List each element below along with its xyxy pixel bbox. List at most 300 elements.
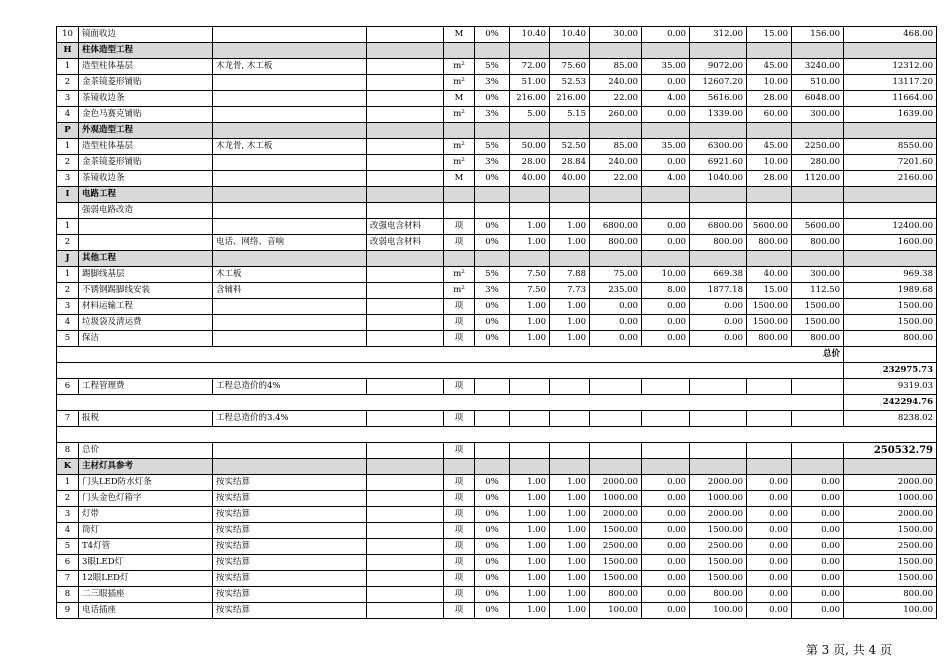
item-loss: 0% (475, 602, 510, 618)
table-cell (475, 442, 510, 458)
item-loss: 0% (475, 331, 510, 347)
item-total: 969.38 (844, 267, 937, 283)
item-total: 100.00 (844, 602, 937, 618)
item-loss: 0% (475, 171, 510, 187)
item-qty: 72.00 (510, 59, 550, 75)
item-unit: 项 (444, 538, 475, 554)
item-qty-with-loss: 1.00 (550, 331, 590, 347)
item-no: 6 (57, 379, 79, 395)
table-row (57, 506, 937, 522)
item-aux-price: 0.00 (642, 107, 690, 123)
item-qty: 7.50 (510, 283, 550, 299)
item-qty: 216.00 (510, 91, 550, 107)
item-unit: 项 (444, 506, 475, 522)
item-qty-with-loss: 40.00 (550, 171, 590, 187)
item-labor-total: 1500.00 (792, 315, 844, 331)
item-loss: 0% (475, 586, 510, 602)
item-material-total: 100.00 (690, 602, 747, 618)
item-note (367, 27, 444, 43)
item-loss: 5% (475, 59, 510, 75)
table-cell (550, 123, 590, 139)
item-spec (213, 27, 367, 43)
item-name: 造型柱体基层 (79, 139, 213, 155)
table-cell (367, 43, 444, 59)
item-material-total: 312.00 (690, 27, 747, 43)
item-qty-with-loss: 7.73 (550, 283, 590, 299)
table-cell (510, 379, 550, 395)
table-cell (550, 203, 590, 219)
item-loss: 0% (475, 27, 510, 43)
table-cell (792, 251, 844, 267)
section-code: H (57, 43, 79, 59)
item-total: 1639.00 (844, 107, 937, 123)
item-material-price: 22.00 (590, 171, 642, 187)
item-note (367, 59, 444, 75)
item-total: 1500.00 (844, 299, 937, 315)
item-labor-price: 5600.00 (747, 219, 792, 235)
table-cell (844, 203, 937, 219)
item-qty: 1.00 (510, 331, 550, 347)
item-no: 2 (57, 490, 79, 506)
section-header-row (57, 187, 937, 203)
item-qty-with-loss: 1.00 (550, 538, 590, 554)
item-labor-total: 280.00 (792, 155, 844, 171)
item-material-total: 5616.00 (690, 91, 747, 107)
item-aux-price: 10.00 (642, 267, 690, 283)
item-name: 垃圾袋及清运费 (79, 315, 213, 331)
item-labor-price: 0.00 (747, 554, 792, 570)
item-note (367, 283, 444, 299)
item-note (367, 379, 444, 395)
item-qty-with-loss: 52.50 (550, 139, 590, 155)
item-total: 2000.00 (844, 506, 937, 522)
item-qty-with-loss: 52.53 (550, 75, 590, 91)
item-loss: 3% (475, 155, 510, 171)
item-material-total: 1500.00 (690, 522, 747, 538)
item-note (367, 299, 444, 315)
item-loss: 0% (475, 570, 510, 586)
item-no: 6 (57, 554, 79, 570)
subtotal-row (57, 363, 937, 379)
item-no: 1 (57, 219, 79, 235)
item-material-price: 1500.00 (590, 554, 642, 570)
item-spec: 木龙骨, 木工板 (213, 59, 367, 75)
item-labor-total: 0.00 (792, 522, 844, 538)
item-qty: 40.00 (510, 171, 550, 187)
item-labor-total: 156.00 (792, 27, 844, 43)
item-material-total: 1500.00 (690, 570, 747, 586)
item-qty: 1.00 (510, 490, 550, 506)
item-qty: 1.00 (510, 299, 550, 315)
item-qty-with-loss: 1.00 (550, 554, 590, 570)
item-qty-with-loss: 1.00 (550, 235, 590, 251)
item-qty: 50.00 (510, 139, 550, 155)
table-cell (367, 251, 444, 267)
item-qty-with-loss: 216.00 (550, 91, 590, 107)
item-no: 5 (57, 538, 79, 554)
table-cell (792, 203, 844, 219)
item-spec (213, 155, 367, 171)
item-unit: 项 (444, 474, 475, 490)
item-total: 1989.68 (844, 283, 937, 299)
item-labor-total: 0.00 (792, 586, 844, 602)
item-material-total: 0.00 (690, 331, 747, 347)
item-total: 11664.00 (844, 91, 937, 107)
table-cell (475, 123, 510, 139)
item-note (367, 331, 444, 347)
section-header-row (57, 43, 937, 59)
item-note: 改弱电含材料 (367, 235, 444, 251)
item-note (367, 586, 444, 602)
table-cell (550, 187, 590, 203)
item-unit: M (444, 91, 475, 107)
item-no: 1 (57, 59, 79, 75)
table-cell (550, 43, 590, 59)
item-labor-total: 2250.00 (792, 139, 844, 155)
table-cell (747, 379, 792, 395)
item-aux-price: 0.00 (642, 299, 690, 315)
table-row (57, 171, 937, 187)
item-loss: 0% (475, 91, 510, 107)
table-cell (213, 187, 367, 203)
table-cell (444, 187, 475, 203)
table-cell (510, 411, 550, 427)
table-row (57, 107, 937, 123)
item-qty-with-loss: 1.00 (550, 506, 590, 522)
item-qty-with-loss: 1.00 (550, 586, 590, 602)
table-cell (550, 411, 590, 427)
item-qty-with-loss: 1.00 (550, 490, 590, 506)
item-labor-price: 0.00 (747, 538, 792, 554)
item-qty-with-loss: 1.00 (550, 219, 590, 235)
table-row (57, 474, 937, 490)
item-loss: 0% (475, 538, 510, 554)
item-aux-price: 0.00 (642, 490, 690, 506)
table-cell (690, 411, 747, 427)
table-cell (747, 203, 792, 219)
item-name: 造型柱体基层 (79, 59, 213, 75)
item-note (367, 155, 444, 171)
table-cell (510, 442, 550, 458)
item-labor-price: 45.00 (747, 59, 792, 75)
item-unit: 项 (444, 602, 475, 618)
item-aux-price: 0.00 (642, 522, 690, 538)
item-material-price: 2500.00 (590, 538, 642, 554)
item-unit: m² (444, 107, 475, 123)
item-name: 金茶镜菱形铺贴 (79, 155, 213, 171)
table-cell (844, 458, 937, 474)
table-row (57, 602, 937, 618)
item-qty-with-loss: 28.84 (550, 155, 590, 171)
item-labor-total: 0.00 (792, 554, 844, 570)
item-total: 800.00 (844, 331, 937, 347)
table-cell (690, 123, 747, 139)
table-cell (792, 458, 844, 474)
item-labor-price: 28.00 (747, 91, 792, 107)
item-aux-price: 0.00 (642, 506, 690, 522)
item-no: 3 (57, 171, 79, 187)
item-labor-total: 3240.00 (792, 59, 844, 75)
item-labor-price: 1500.00 (747, 299, 792, 315)
item-unit: m² (444, 75, 475, 91)
item-total: 250532.79 (844, 442, 937, 458)
item-material-total: 1500.00 (690, 554, 747, 570)
item-loss: 0% (475, 315, 510, 331)
item-unit: 项 (444, 315, 475, 331)
table-cell (642, 411, 690, 427)
section-title: 主材灯具参考 (79, 458, 213, 474)
item-name: 不锈钢踢脚线安装 (79, 283, 213, 299)
item-qty-with-loss: 10.40 (550, 27, 590, 43)
item-no: 3 (57, 91, 79, 107)
item-material-total: 9072.00 (690, 59, 747, 75)
table-cell (747, 43, 792, 59)
table-cell (642, 123, 690, 139)
item-material-total: 6300.00 (690, 139, 747, 155)
table-cell (747, 442, 792, 458)
table-cell (642, 379, 690, 395)
item-labor-price: 800.00 (747, 235, 792, 251)
item-labor-price: 0.00 (747, 570, 792, 586)
table-cell (213, 203, 367, 219)
table-row (57, 522, 937, 538)
table-cell (475, 379, 510, 395)
table-cell (690, 347, 747, 363)
total-label: 总价 (792, 347, 844, 363)
item-qty-with-loss: 1.00 (550, 522, 590, 538)
item-material-total: 1040.00 (690, 171, 747, 187)
table-cell (444, 458, 475, 474)
table-cell (747, 251, 792, 267)
item-spec (213, 107, 367, 123)
item-qty: 1.00 (510, 602, 550, 618)
item-labor-total: 1120.00 (792, 171, 844, 187)
item-total: 1500.00 (844, 570, 937, 586)
item-spec (213, 171, 367, 187)
item-no: 5 (57, 331, 79, 347)
item-name: 门头LED防水灯条 (79, 474, 213, 490)
item-qty-with-loss: 5.15 (550, 107, 590, 123)
table-cell (590, 347, 642, 363)
table-cell (792, 411, 844, 427)
item-unit: 项 (444, 442, 475, 458)
item-total: 7201.60 (844, 155, 937, 171)
item-qty: 51.00 (510, 75, 550, 91)
item-aux-price: 0.00 (642, 554, 690, 570)
item-no: 2 (57, 155, 79, 171)
table-cell (213, 123, 367, 139)
item-name: 二三眼插座 (79, 586, 213, 602)
subsection-row (57, 203, 937, 219)
item-spec (213, 299, 367, 315)
item-loss: 0% (475, 219, 510, 235)
item-loss: 0% (475, 490, 510, 506)
item-name: 踢脚线基层 (79, 267, 213, 283)
table-cell (792, 123, 844, 139)
item-note (367, 75, 444, 91)
item-material-price: 240.00 (590, 155, 642, 171)
table-cell (475, 203, 510, 219)
item-total: 8238.02 (844, 411, 937, 427)
table-cell (213, 251, 367, 267)
page-number: 第 3 页, 共 4 页 (805, 643, 892, 657)
table-cell (550, 458, 590, 474)
item-name (79, 219, 213, 235)
table-cell (444, 203, 475, 219)
item-unit: 项 (444, 411, 475, 427)
table-cell (213, 347, 367, 363)
item-material-price: 1000.00 (590, 490, 642, 506)
subtotal-value: 232975.73 (844, 363, 937, 379)
subsection-title: 强弱电路改造 (79, 203, 213, 219)
item-labor-price: 1500.00 (747, 315, 792, 331)
item-aux-price: 35.00 (642, 139, 690, 155)
table-cell (444, 43, 475, 59)
item-labor-total: 300.00 (792, 267, 844, 283)
item-unit: m² (444, 59, 475, 75)
item-labor-total: 1500.00 (792, 299, 844, 315)
item-spec (213, 331, 367, 347)
item-labor-price: 0.00 (747, 506, 792, 522)
item-loss: 0% (475, 522, 510, 538)
table-row (57, 267, 937, 283)
item-labor-total: 0.00 (792, 474, 844, 490)
table-row (57, 554, 937, 570)
item-spec: 按实结算 (213, 490, 367, 506)
item-note (367, 538, 444, 554)
table-cell (792, 379, 844, 395)
item-qty: 1.00 (510, 570, 550, 586)
item-no: 7 (57, 411, 79, 427)
item-qty-with-loss: 1.00 (550, 474, 590, 490)
table-cell (590, 43, 642, 59)
item-no: 2 (57, 283, 79, 299)
table-cell (590, 187, 642, 203)
item-name: 筒灯 (79, 522, 213, 538)
item-material-total: 0.00 (690, 315, 747, 331)
item-unit: m² (444, 267, 475, 283)
item-unit: M (444, 171, 475, 187)
item-material-total: 800.00 (690, 235, 747, 251)
table-cell (844, 251, 937, 267)
table-cell (590, 379, 642, 395)
item-loss: 3% (475, 75, 510, 91)
item-labor-price: 28.00 (747, 171, 792, 187)
item-loss: 0% (475, 506, 510, 522)
item-aux-price: 35.00 (642, 59, 690, 75)
table-cell (213, 43, 367, 59)
item-qty: 7.50 (510, 267, 550, 283)
item-aux-price: 0.00 (642, 75, 690, 91)
item-labor-total: 0.00 (792, 570, 844, 586)
subtotal-value: 242294.76 (844, 395, 937, 411)
item-unit: m² (444, 283, 475, 299)
item-material-price: 85.00 (590, 59, 642, 75)
fee-row (57, 379, 937, 395)
item-qty: 1.00 (510, 538, 550, 554)
item-no: 4 (57, 315, 79, 331)
section-code: I (57, 187, 79, 203)
table-row (57, 91, 937, 107)
item-no: 7 (57, 570, 79, 586)
table-cell (57, 427, 937, 443)
item-spec: 按实结算 (213, 602, 367, 618)
table-body (57, 27, 937, 619)
item-labor-total: 0.00 (792, 506, 844, 522)
item-unit: 项 (444, 331, 475, 347)
item-material-total: 2000.00 (690, 506, 747, 522)
item-material-price: 2000.00 (590, 506, 642, 522)
item-qty-with-loss: 1.00 (550, 315, 590, 331)
item-loss: 0% (475, 474, 510, 490)
item-spec: 按实结算 (213, 506, 367, 522)
item-qty: 1.00 (510, 554, 550, 570)
item-material-price: 75.00 (590, 267, 642, 283)
item-labor-total: 510.00 (792, 75, 844, 91)
table-cell (510, 43, 550, 59)
table-row (57, 283, 937, 299)
item-no: 1 (57, 267, 79, 283)
item-material-total: 1000.00 (690, 490, 747, 506)
item-material-price: 800.00 (590, 586, 642, 602)
item-total: 2500.00 (844, 538, 937, 554)
item-spec: 含辅料 (213, 283, 367, 299)
table-cell (475, 411, 510, 427)
item-spec (213, 75, 367, 91)
table-cell (642, 458, 690, 474)
table-cell (844, 187, 937, 203)
item-spec: 木工板 (213, 267, 367, 283)
item-no: 3 (57, 506, 79, 522)
item-total: 2160.00 (844, 171, 937, 187)
item-material-total: 6800.00 (690, 219, 747, 235)
table-cell (690, 442, 747, 458)
item-material-total: 1339.00 (690, 107, 747, 123)
table-cell (792, 442, 844, 458)
item-spec: 按实结算 (213, 586, 367, 602)
item-unit: 项 (444, 299, 475, 315)
item-material-total: 2500.00 (690, 538, 747, 554)
item-name: 报税 (79, 411, 213, 427)
item-aux-price: 0.00 (642, 474, 690, 490)
item-total: 1600.00 (844, 235, 937, 251)
item-total: 468.00 (844, 27, 937, 43)
item-unit: m² (444, 139, 475, 155)
table-cell (510, 187, 550, 203)
table-cell (642, 251, 690, 267)
item-name (79, 235, 213, 251)
item-no (57, 203, 79, 219)
item-spec (213, 91, 367, 107)
table-cell (475, 251, 510, 267)
item-aux-price: 0.00 (642, 219, 690, 235)
table-cell (642, 203, 690, 219)
item-no: 3 (57, 299, 79, 315)
item-unit: 项 (444, 235, 475, 251)
table-cell (642, 442, 690, 458)
section-title: 电路工程 (79, 187, 213, 203)
item-name: 门头金色灯箱字 (79, 490, 213, 506)
item-aux-price: 0.00 (642, 586, 690, 602)
section-header-row (57, 458, 937, 474)
item-qty: 1.00 (510, 506, 550, 522)
section-code: P (57, 123, 79, 139)
item-spec: 按实结算 (213, 474, 367, 490)
item-labor-price: 0.00 (747, 602, 792, 618)
table-cell (747, 458, 792, 474)
item-qty-with-loss: 75.60 (550, 59, 590, 75)
item-qty: 5.00 (510, 107, 550, 123)
